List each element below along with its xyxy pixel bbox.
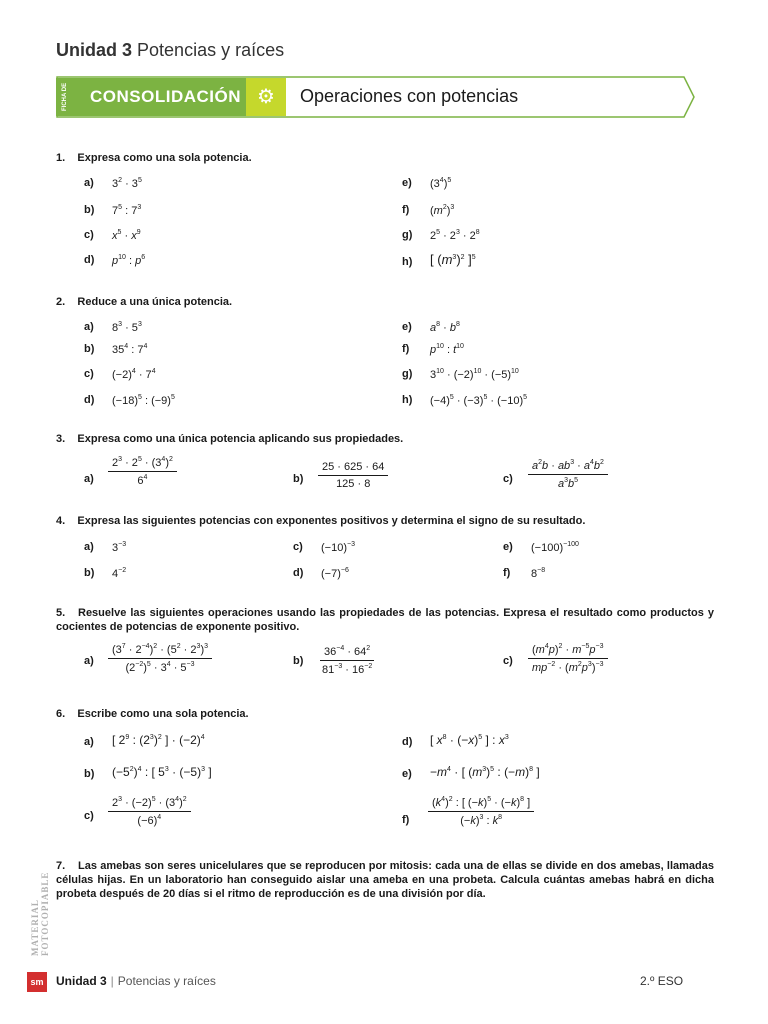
label-2e: e) (402, 321, 412, 333)
label-1b: b) (84, 204, 95, 216)
label-2d: d) (84, 394, 95, 406)
exercise-2f: $p^{10}$ : $t^{10}$ (430, 343, 464, 356)
label-2c: c) (84, 368, 94, 380)
label-2h: h) (402, 394, 413, 406)
exercise-3a: $\frac{2^3 \cdot 2^5 \cdot (3^4)^2}{6^4}$ (108, 456, 177, 487)
exercise-5b: $\frac{36^{-4} \cdot 64^2}{81^{-3} \cdot 16^{-2}}$ (322, 645, 373, 676)
consolidacion-label: CONSOLIDACIÓN (74, 78, 246, 116)
label-1e: e) (402, 177, 412, 189)
label-4e: e) (503, 541, 513, 553)
exercise-2c: $(-2)^4 \cdot 7^4$ (112, 368, 156, 381)
label-6b: b) (84, 768, 95, 780)
label-4a: a) (84, 541, 94, 553)
ficha-tag: FICHA DE (56, 78, 74, 116)
exercise-1b: $7^5$ : $7^3$ (112, 204, 142, 217)
label-1h: h) (402, 256, 413, 268)
exercise-2b: $35^4$ : $7^4$ (112, 343, 148, 356)
label-4f: f) (503, 567, 511, 579)
exercise-4c: $(-10)^{-3}$ (321, 541, 355, 554)
exercise-5c: $\frac{(m^4p)^2 \cdot m^{-5}p^{-3}}{mp^{-2} \cdot (m^2p^3)^{-3}}$ (528, 643, 608, 674)
label-2b: b) (84, 343, 95, 355)
exercise-2d: $(-18)^5$ : $(-9)^5$ (112, 394, 175, 407)
exercise-3b: $\frac{25 \cdot 625 \cdot 64}{125 \cdot 8}$ (318, 461, 388, 490)
label-1d: d) (84, 254, 95, 266)
label-1f: f) (402, 204, 410, 216)
exercise-2h: $(-4)^5 \cdot (-3)^5 \cdot (-10)^5$ (430, 394, 528, 407)
label-4d: d) (293, 567, 304, 579)
label-2g: g) (402, 368, 413, 380)
exercise-1a: $3^2 \cdot 3^5$ (112, 177, 142, 190)
exercise-1d: $p^{10}$ : $p^6$ (112, 254, 146, 267)
exercise-6f: $\frac{(k^4)^2 : [ (-k)^5 \cdot (-k)^8 ]}{(-k)^3 : k^8}$ (428, 796, 534, 827)
exercise-6a: [ $2^9$ : $(2^3)^2$ ] · $(-2)^4$ (112, 733, 205, 747)
exercise-4f: $8^{-8}$ (531, 567, 546, 580)
exercise-1c: $x^5 \cdot x^9$ (112, 229, 141, 242)
footer-course: 2.º ESO (640, 974, 684, 988)
label-2a: a) (84, 321, 94, 333)
label-5c: c) (503, 655, 513, 667)
label-6d: d) (402, 736, 413, 748)
question-7: 7. Las amebas son seres unicelulares que se reproducen por mitosis: cada una de ellas se divide en dos amebas, llamadas células hijas. En un laboratorio han conseguido aislar una ameba en una probeta. Calcula cuántas amebas habrá en dicha probeta después de 20 días si el ritmo de reproducción es de una división por día. (56, 860, 714, 900)
exercise-4e: $(-100)^{-100}$ (531, 541, 579, 554)
gear-icon: ⚙ (246, 78, 286, 116)
publisher-logo: sm (27, 972, 47, 992)
question-4: 4. Expresa las siguientes potencias con exponentes positivos y determina el signo de su resultado. (56, 515, 586, 527)
question-6: 6. Escribe como una sola potencia. (56, 708, 249, 720)
question-1: 1. Expresa como una sola potencia. (56, 152, 252, 164)
label-6c: c) (84, 810, 94, 822)
exercise-1f: $(m^2)^3$ (430, 204, 455, 217)
label-1g: g) (402, 229, 413, 241)
label-4c: c) (293, 541, 303, 553)
exercise-6e: $-m^4$ · [ $(m^3)^5$ : $(-m)^8$ ] (430, 765, 540, 779)
photocopiable-label: MATERIAL FOTOCOPIABLE (30, 871, 50, 956)
exercise-1g: $2^5 \cdot 2^3 \cdot 2^8$ (430, 229, 480, 242)
exercise-2e: $a^8 \cdot b^8$ (430, 321, 460, 334)
label-3c: c) (503, 473, 513, 485)
worksheet-title: Operaciones con potencias (300, 86, 519, 106)
question-3: 3. Expresa como una única potencia aplicando sus propiedades. (56, 433, 404, 445)
question-5: 5. Resuelve las siguientes operaciones usando las propiedades de las potencias. Expresa el resultado como productos y cocientes de potencias de exponente positivo. (56, 607, 714, 633)
exercise-1h: [ $(m^3)^2$ ]$^5$ (430, 252, 476, 267)
label-1c: c) (84, 229, 94, 241)
label-6e: e) (402, 768, 412, 780)
label-6a: a) (84, 736, 94, 748)
label-2f: f) (402, 343, 410, 355)
footer-unit: Unidad 3 | Potencias y raíces (56, 974, 216, 988)
label-6f: f) (402, 814, 410, 826)
exercise-1e: $(3^4)^5$ (430, 177, 452, 190)
unit-title: Unidad 3 Potencias y raíces (56, 40, 285, 60)
exercise-2a: $8^3 \cdot 5^3$ (112, 321, 142, 334)
exercise-2g: $3^{10} \cdot (-2)^{10} \cdot (-5)^{10}$ (430, 368, 519, 381)
exercise-5a: $\frac{(3^7 \cdot 2^{-4})^2 \cdot (5^2 \cdot 2^3)^3}{(2^{-2})^5 \cdot 3^4 \cdot 5^{-3}}$ (108, 643, 212, 674)
exercise-3c: $\frac{a^2b \cdot ab^3 \cdot a^4b^2}{a^3b^5}$ (528, 459, 608, 490)
label-1a: a) (84, 177, 94, 189)
label-4b: b) (84, 567, 95, 579)
exercise-4a: $3^{-3}$ (112, 541, 127, 554)
exercise-6c: $\frac{2^3 \cdot (-2)^5 \cdot (3^4)^2}{(-6)^4}$ (108, 796, 191, 827)
exercise-6d: [ $x^8 \cdot (-x)^5$ ] : $x^3$ (430, 733, 509, 747)
label-3b: b) (293, 473, 304, 485)
exercise-6b: $(-5^2)^4$ : [ $5^3 \cdot (-5)^3$ ] (112, 765, 212, 779)
question-2: 2. Reduce a una única potencia. (56, 296, 233, 308)
label-3a: a) (84, 473, 94, 485)
exercise-4d: $(-7)^{-6}$ (321, 567, 349, 580)
exercise-4b: $4^{-2}$ (112, 567, 127, 580)
label-5a: a) (84, 655, 94, 667)
label-5b: b) (293, 655, 304, 667)
